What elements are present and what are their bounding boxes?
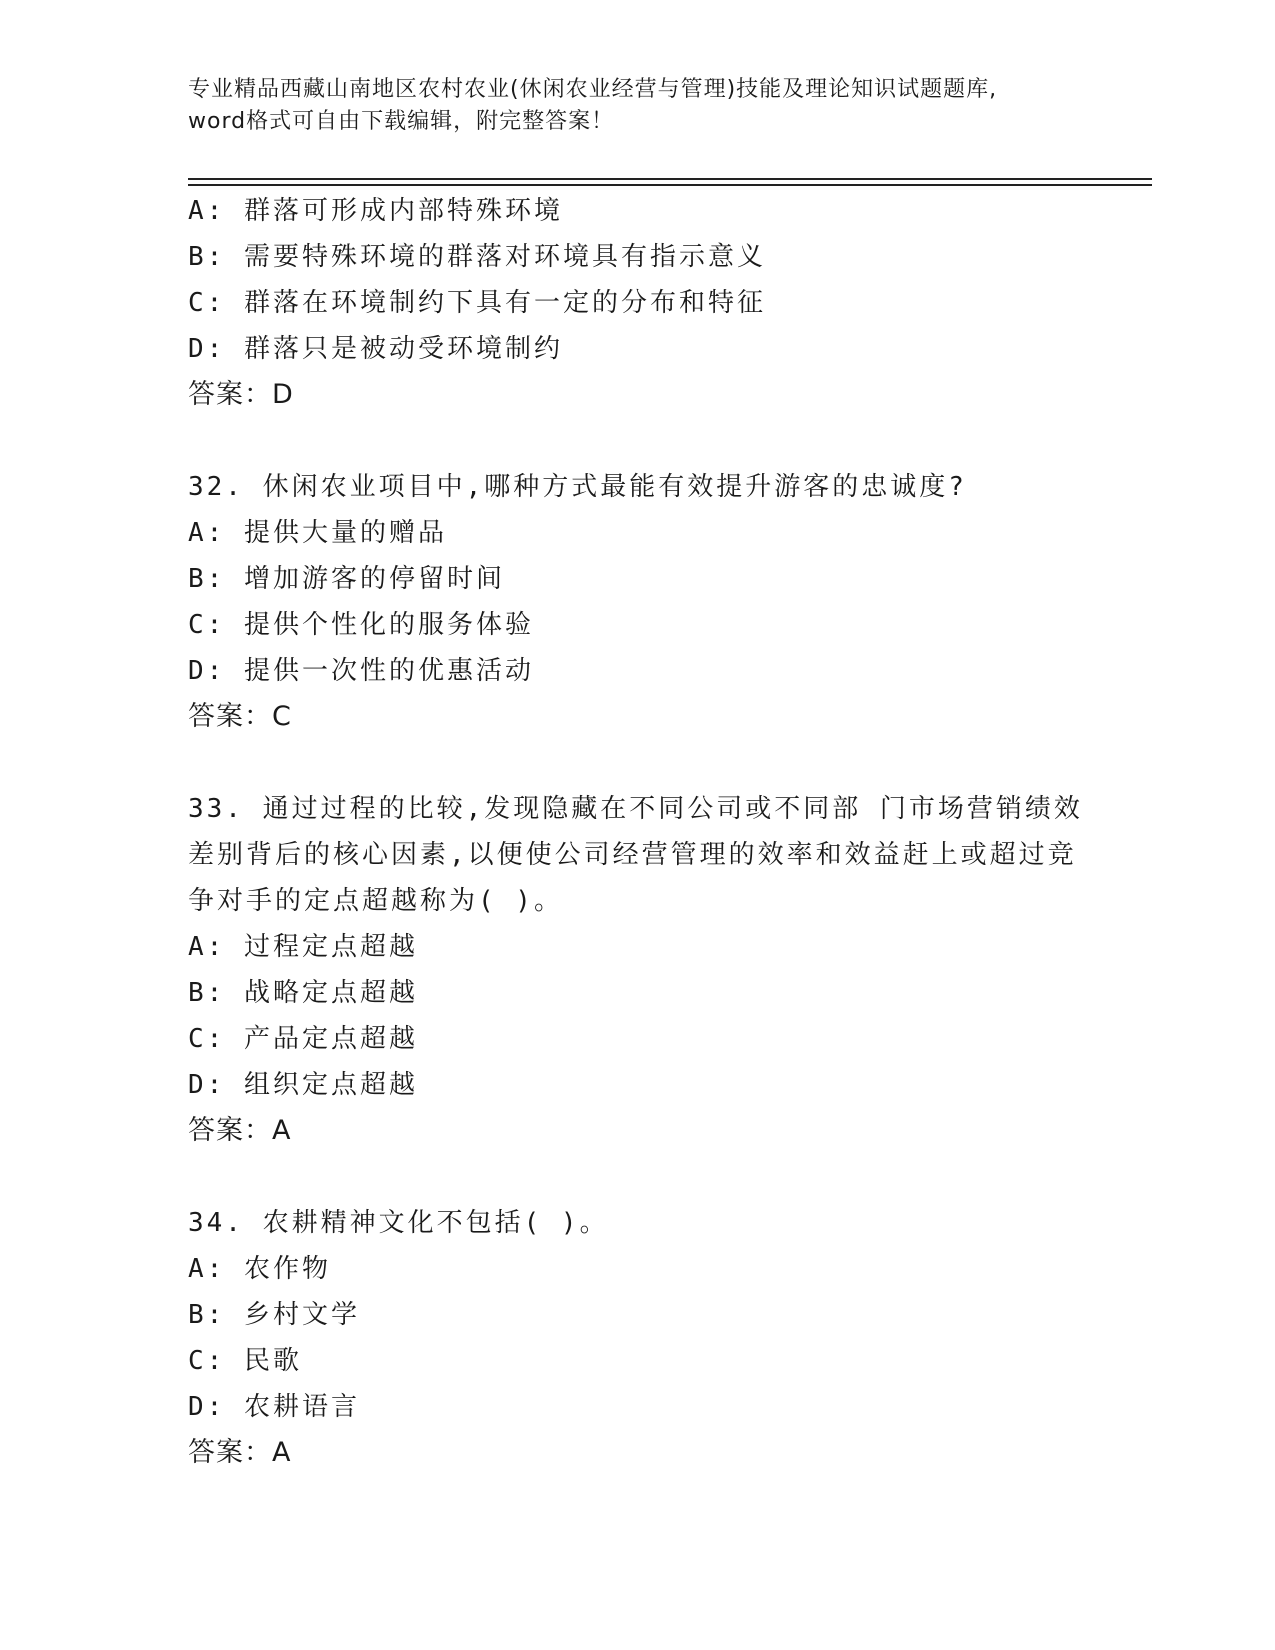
option-b: B: 乡村文学: [188, 1300, 360, 1330]
option-c: C: 提供个性化的服务体验: [188, 610, 534, 640]
question-32: [188, 464, 1108, 740]
question-stem-line-2: 差别背后的核心因素,以便使公司经营管理的效率和效益赶上或超过竞: [188, 840, 1077, 870]
question-31: [188, 188, 1108, 418]
spacer: [188, 740, 1108, 786]
question-stem-line-3: 争对手的定点超越称为( )。: [188, 886, 563, 916]
option-a: A: 群落可形成内部特殊环境: [188, 196, 563, 226]
answer-text: 答案：C: [188, 701, 292, 732]
option-b: B: 需要特殊环境的群落对环境具有指示意义: [188, 242, 766, 272]
header-title-line-1: 专业精品西藏山南地区农村农业(休闲农业经营与管理)技能及理论知识试题题库,: [188, 77, 998, 102]
answer-text: 答案：A: [188, 1115, 292, 1146]
option-d: D: 群落只是被动受环境制约: [188, 334, 563, 364]
header-divider-top: [188, 178, 1152, 180]
option-c: C: 群落在环境制约下具有一定的分布和特征: [188, 288, 766, 318]
option-a: A: 提供大量的赠品: [188, 518, 447, 548]
option-c: C: 产品定点超越: [188, 1024, 418, 1054]
question-list: [188, 188, 1108, 1476]
option-c: C: 民歌: [188, 1346, 302, 1376]
option-d: D: 农耕语言: [188, 1392, 360, 1422]
question-33: [188, 786, 1108, 1154]
header-title-line-2: word格式可自由下载编辑，附完整答案！: [188, 109, 615, 134]
header-divider-bottom: [188, 184, 1152, 186]
option-d: D: 组织定点超越: [188, 1070, 418, 1100]
question-stem-line-1: 33. 通过过程的比较,发现隐藏在不同公司或不同部 门市场营销绩效: [188, 794, 1083, 824]
spacer: [188, 1154, 1108, 1200]
option-a: A: 农作物: [188, 1254, 331, 1284]
option-b: B: 增加游客的停留时间: [188, 564, 505, 594]
option-b: B: 战略定点超越: [188, 978, 418, 1008]
option-d: D: 提供一次性的优惠活动: [188, 656, 534, 686]
question-stem: 32. 休闲农业项目中,哪种方式最能有效提升游客的忠诚度?: [188, 472, 967, 502]
answer-text: 答案：A: [188, 1437, 292, 1468]
question-stem: 34. 农耕精神文化不包括( )。: [188, 1208, 609, 1238]
spacer: [188, 418, 1108, 464]
option-a: A: 过程定点超越: [188, 932, 418, 962]
document-header: [188, 74, 1108, 138]
question-34: [188, 1200, 1108, 1476]
answer-text: 答案：D: [188, 379, 294, 410]
